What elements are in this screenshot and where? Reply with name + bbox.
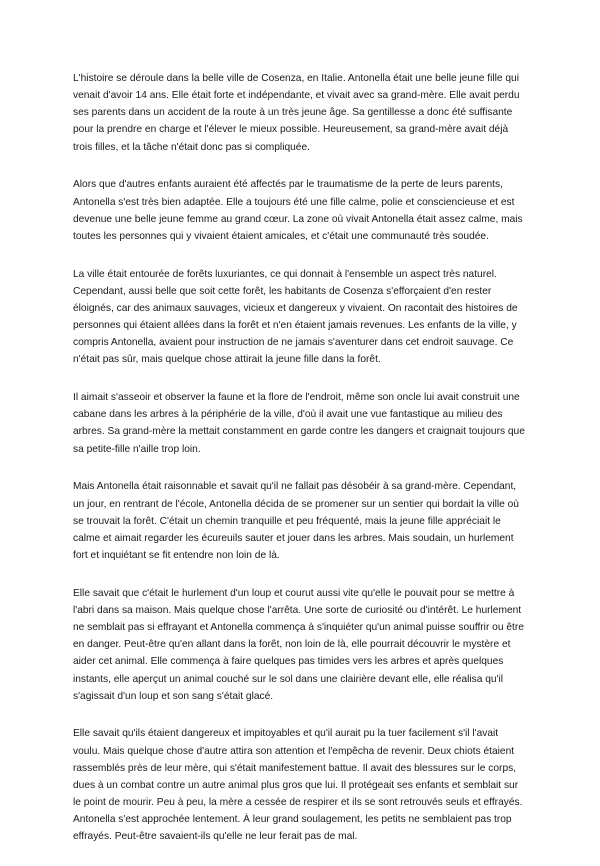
paragraph-6: Elle savait que c'était le hurlement d'un loup et courut aussi vite qu'elle le pouvait pour se mettre à l'abri dans sa maison. Mais quelque chose l'arrêta. Une sorte de curiosité ou d'intérêt. Le hurlement ne semblait pas si effrayant et Antonella commença à s'inquiéter qu'un animal puisse souffrir ou être en danger. Peut-être qu'en allant dans la forêt, non loin de là, elle pourrait découvrir le mystère et aider cet animal. Elle commença à faire quelques pas timides vers les arbres et après quelques instants, elle aperçut un animal couché sur le sol dans une clairière devant elle, elle réalisa qu'il s'agissait d'un loup et son sang s'était glacé. [73, 587, 524, 702]
paragraph-5: Mais Antonella était raisonnable et savait qu'il ne fallait pas désobéir à sa grand-mère. Cependant, un jour, en rentrant de l'école, Antonella décida de se promener sur un sentier qui bordait la ville où se trouvait la forêt. C'était un chemin tranquille et peu fréquenté, mais la jeune fille appréciait le calme et aimait regarder les écureuils sauter et jouer dans les arbres. Mais soudain, un hurlement fort et inquiétant se fit entendre non loin de là. [73, 481, 519, 561]
paragraph-2: Alors que d'autres enfants auraient été affectés par le traumatisme de la perte de leurs parents, Antonella s'est très bien adaptée. Elle a toujours été une fille calme, polie et consciencieuse et est devenue une belle jeune femme au grand cœur. La zone où vivait Antonella était assez calme, mais toutes les personnes qui y vivaient étaient amicales, et c'était une communauté très soudée. [73, 179, 523, 242]
paragraph-4: Il aimait s'asseoir et observer la faune et la flore de l'endroit, même son oncle lui avait construit une cabane dans les arbres à la périphérie de la ville, d'où il avait une vue fantastique au milieu des arbres. Sa grand-mère la mettait constamment en garde contre les dangers et craignait toujours que sa petite-fille n'aille trop loin. [73, 392, 525, 455]
paragraph-1: L'histoire se déroule dans la belle ville de Cosenza, en Italie. Antonella était une belle jeune fille qui venait d'avoir 14 ans. Elle était forte et indépendante, et vivait avec sa grand-mère. Elle avait perdu ses parents dans un accident de la route à un très jeune âge. Sa gentillesse a donc été suffisante pour la prendre en charge et l'élever le mieux possible. Heureusement, sa grand-mère avait déjà trois filles, et la tâche n'était donc pas si compliquée. [73, 73, 520, 153]
document-body [73, 70, 528, 866]
paragraph-3: La ville était entourée de forêts luxuriantes, ce qui donnait à l'ensemble un aspect très naturel. Cependant, aussi belle que soit cette forêt, les habitants de Cosenza s'efforçaient d'en rester éloignés, car des animaux sauvages, vicieux et dangereux y vivaient. On racontait des histoires de personnes qui étaient allées dans la forêt et n'en étaient jamais revenues. Les enfants de la ville, y compris Antonella, avaient pour instruction de ne jamais s'aventurer dans cet endroit sauvage. Ce n'était pas sûr, mais quelque chose attirait la jeune fille dans la forêt. [73, 268, 518, 366]
paragraph-7: Elle savait qu'ils étaient dangereux et impitoyables et qu'il aurait pu la tuer facilement s'il l'avait voulu. Mais quelque chose d'autre attira son attention et l'empêcha de revenir. Deux chiots étaient rassemblés près de leur mère, qui s'était manifestement battue. Il avait des blessures sur le corps, dues à un combat contre un autre animal plus gros que lui. Il protégeait ses enfants et semblait sur le point de mourir. Peu à peu, la mère a cessée de respirer et ils se sont retrouvés seuls et effrayés. Antonella s'est approchée lentement. À leur grand soulagement, les petits ne semblaient pas trop effrayés. Peut-être savaient-ils qu'elle ne leur ferait pas de mal. [73, 728, 523, 843]
